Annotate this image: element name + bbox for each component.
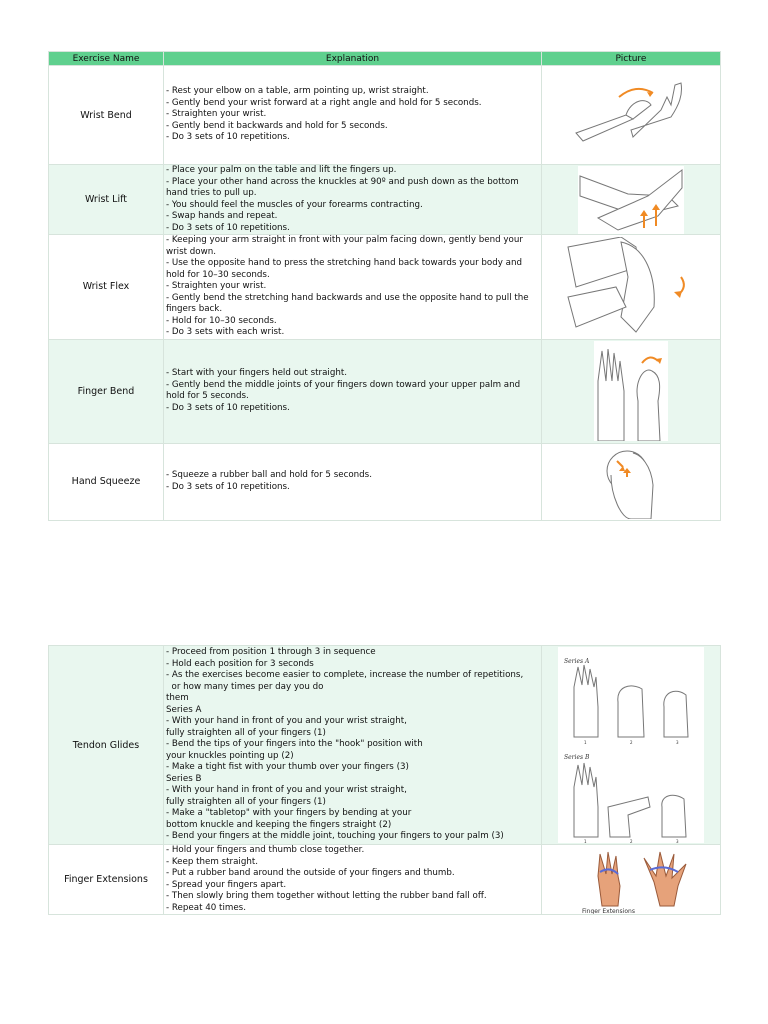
header-exercise-name: Exercise Name bbox=[49, 52, 164, 66]
table-row bbox=[49, 339, 721, 443]
exercise-picture bbox=[542, 646, 721, 845]
tendon-glides-illustration bbox=[558, 647, 704, 843]
exercise-name: Wrist Lift bbox=[49, 165, 164, 235]
svg-text:1: 1 bbox=[584, 740, 587, 745]
exercise-picture bbox=[542, 165, 721, 235]
exercise-name: Wrist Bend bbox=[49, 66, 164, 165]
exercise-name: Finger Bend bbox=[49, 339, 164, 443]
exercise-name: Wrist Flex bbox=[49, 235, 164, 340]
exercise-explanation: - Proceed from position 1 through 3 in sequence - Hold each position for 3 seconds - As the exercises become easier to complete, increase the number of repetitions, or how many times per day you do them Series A - With your hand in front of you and your wrist straight, fully straighten all of your fingers (1) - Bend the tips of your fingers into the "hook" position with your knuckles pointing up (2) - Make a tight fist with your thumb over your fingers (3) Series B - With your hand in front of you and your wrist straight, fully straighten all of your fingers (1) - Make a "tabletop" with your fingers by bending at your bottom knuckle and keeping the fingers straight (2) - Bend your fingers at the middle joint, touching your fingers to your palm (3) bbox=[164, 646, 542, 845]
exercise-table-2 bbox=[48, 645, 721, 915]
exercise-picture bbox=[542, 66, 721, 165]
finger-bend-illustration bbox=[594, 341, 668, 441]
svg-text:1: 1 bbox=[584, 839, 587, 843]
exercise-explanation: - Squeeze a rubber ball and hold for 5 seconds. - Do 3 sets of 10 repetitions. bbox=[164, 443, 542, 520]
exercise-picture bbox=[542, 339, 721, 443]
exercise-explanation: - Place your palm on the table and lift the fingers up. - Place your other hand across the knuckles at 90º and push down as the bottom hand tries to pull up. - You should feel the muscles of your forearms contracting. - Swap hands and repeat. - Do 3 sets of 10 repetitions. bbox=[164, 165, 542, 235]
svg-text:2: 2 bbox=[630, 839, 633, 843]
exercise-name: Hand Squeeze bbox=[49, 443, 164, 520]
exercise-picture bbox=[542, 845, 721, 915]
table-row bbox=[49, 66, 721, 165]
exercise-explanation: - Keeping your arm straight in front with your palm facing down, gently bend your wrist down. - Use the opposite hand to press the stretching hand back towards your body and hold for 10–30 seconds. - Straighten your wrist. - Gently bend the stretching hand backwards and use the opposite hand to pull the fingers back. - Hold for 10–30 seconds. - Do 3 sets with each wrist. bbox=[164, 235, 542, 340]
exercise-name: Finger Extensions bbox=[49, 845, 164, 915]
exercise-explanation: - Start with your fingers held out straight. - Gently bend the middle joints of your fingers down toward your upper palm and hold for 5 seconds. - Do 3 sets of 10 repetitions. bbox=[164, 339, 542, 443]
svg-text:3: 3 bbox=[676, 740, 679, 745]
table-row bbox=[49, 235, 721, 340]
svg-text:2: 2 bbox=[630, 740, 633, 745]
header-explanation: Explanation bbox=[164, 52, 542, 66]
exercise-explanation: - Hold your fingers and thumb close together. - Keep them straight. - Put a rubber band around the outside of your fingers and thumb. - Spread your fingers apart. - Then slowly bring them together without letting the rubber band fall off. - Repeat 40 times. bbox=[164, 845, 542, 915]
exercise-name: Tendon Glides bbox=[49, 646, 164, 845]
exercise-picture bbox=[542, 235, 721, 340]
table-header-row bbox=[49, 52, 721, 66]
table-row bbox=[49, 443, 721, 520]
hand-squeeze-illustration bbox=[601, 445, 661, 519]
exercise-table-1 bbox=[48, 51, 721, 521]
header-picture: Picture bbox=[542, 52, 721, 66]
exercise-picture bbox=[542, 443, 721, 520]
table-row bbox=[49, 845, 721, 915]
wrist-lift-illustration bbox=[578, 166, 684, 234]
svg-text:3: 3 bbox=[676, 839, 679, 843]
table-row bbox=[49, 646, 721, 845]
finger-extensions-illustration bbox=[574, 846, 694, 914]
exercise-explanation: - Rest your elbow on a table, arm pointing up, wrist straight. - Gently bend your wrist forward at a right angle and hold for 5 seconds. - Straighten your wrist. - Gently bend it backwards and hold for 5 seconds. - Do 3 sets of 10 repetitions. bbox=[164, 66, 542, 165]
wrist-bend-illustration bbox=[571, 75, 691, 155]
wrist-flex-illustration bbox=[566, 237, 696, 337]
table-row bbox=[49, 165, 721, 235]
series-b-label: Series B bbox=[564, 754, 590, 761]
picture-caption: Finger Extensions bbox=[582, 907, 635, 914]
series-a-label: Series A bbox=[564, 658, 590, 665]
